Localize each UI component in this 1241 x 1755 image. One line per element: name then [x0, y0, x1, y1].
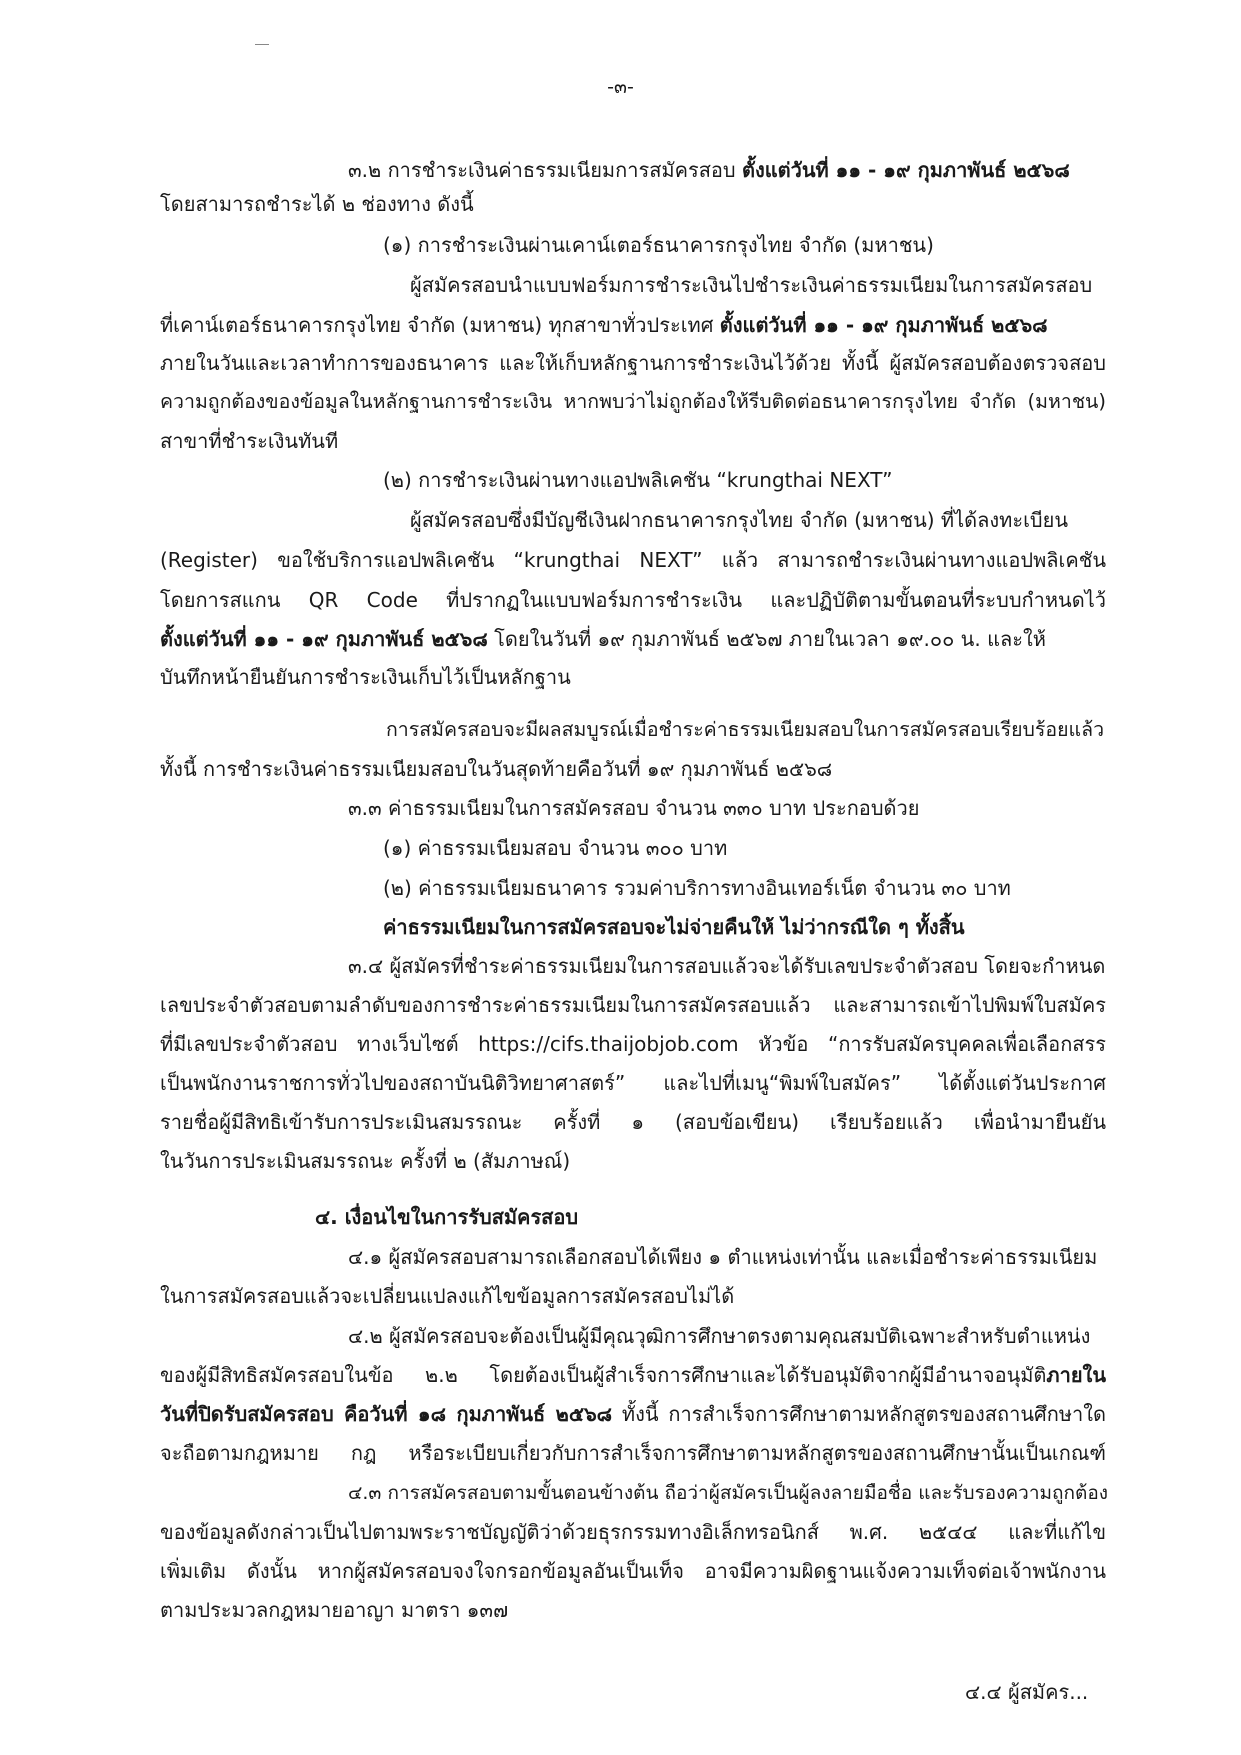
- section-3-2-line-2: โดยสามารถชำระได้ ๒ ช่องทาง ดังนี้: [160, 192, 474, 216]
- section-3-3-title: ๓.๓ ค่าธรรมเนียมในการสมัครสอบ จำนวน ๓๓๐ บาท ประกอบด้วย: [348, 796, 920, 820]
- section-4-2-line-3: [160, 1399, 1106, 1429]
- channel-1-line-3: ภายในวันและเวลาทำการของธนาคาร และให้เก็บหลักฐานการชำระเงินไว้ด้วย ทั้งนี้ ผู้สมัครสอบต้องตรวจสอบ: [160, 351, 1106, 375]
- section-4-title: ๔. เงื่อนไขในการรับสมัครสอบ: [315, 1205, 579, 1229]
- no-refund-notice: ค่าธรรมเนียมในการสมัครสอบจะไม่จ่ายคืนให้ ไม่ว่ากรณีใด ๆ ทั้งสิ้น: [383, 915, 965, 939]
- section-3-4-line-3: ที่มีเลขประจำตัวสอบ ทางเว็บไซต์ https://cifs.thaijobjob.com หัวข้อ “การรับสมัครบุคคลเพื่อเลือกสรร: [160, 1032, 1106, 1056]
- channel-2-line-3: โดยการสแกน QR Code ที่ปรากฏในแบบฟอร์มการชำระเงิน และปฏิบัติตามขั้นตอนที่ระบบกำหนดไว้: [160, 588, 1106, 612]
- channel-1-period-bold: ตั้งแต่วันที่ ๑๑ - ๑๙ กุมภาพันธ์ ๒๕๖๘: [719, 313, 1048, 337]
- section-4-3-line-1: ๔.๓ การสมัครสอบตามขั้นตอนข้างต้น ถือว่าผู้สมัครเป็นผู้ลงลายมือชื่อ และรับรองความถูกต้อง: [348, 1482, 1109, 1504]
- completion-line-2: ทั้งนี้ การชำระเงินค่าธรรมเนียมสอบในวันสุดท้ายคือวันที่ ๑๙ กุมภาพันธ์ ๒๕๖๘: [160, 757, 833, 781]
- channel-2-period-bold: ตั้งแต่วันที่ ๑๑ - ๑๙ กุมภาพันธ์ ๒๕๖๘: [160, 627, 488, 651]
- channel-1-text: ที่เคาน์เตอร์ธนาคารกรุงไทย จำกัด (มหาชน) ทุกสาขาทั่วประเทศ: [160, 313, 720, 337]
- section-3-4-line-5: รายชื่อผู้มีสิทธิเข้ารับการประเมินสมรรถนะ ครั้งที่ ๑ (สอบข้อเขียน) เรียบร้อยแล้ว เพื่อนำมายืนยัน: [160, 1110, 1106, 1134]
- scan-mark: [255, 44, 269, 45]
- section-3-4-line-6: ในวันการประเมินสมรรถนะ ครั้งที่ ๒ (สัมภาษณ์): [160, 1149, 571, 1173]
- section-4-2-text-2: ทั้งนี้ การสำเร็จการศึกษาตามหลักสูตรของสถานศึกษาใด: [612, 1402, 1106, 1426]
- channel-1-line-4: ความถูกต้องของข้อมูลในหลักฐานการชำระเงิน หากพบว่าไม่ถูกต้องให้รีบติดต่อธนาคารกรุงไทย จำกัด (มหาชน): [160, 390, 1106, 413]
- page-number: -๓-: [607, 76, 634, 98]
- section-4-1-line-1: ๔.๑ ผู้สมัครสอบสามารถเลือกสอบได้เพียง ๑ ตำแหน่งเท่านั้น และเมื่อชำระค่าธรรมเนียม: [348, 1245, 1098, 1269]
- completion-line-1: การสมัครสอบจะมีผลสมบูรณ์เมื่อชำระค่าธรรมเนียมสอบในการสมัครสอบเรียบร้อยแล้ว: [386, 718, 1105, 741]
- section-3-2-text: ๓.๒ การชำระเงินค่าธรรมเนียมการสมัครสอบ: [348, 158, 742, 182]
- section-4-2-text: ของผู้มีสิทธิสมัครสอบในข้อ ๒.๒ โดยต้องเป็นผู้สำเร็จการศึกษาและได้รับอนุมัติจากผู้มีอำนาจอนุมัติ: [160, 1363, 1047, 1387]
- section-3-2-line-1: [348, 155, 1070, 185]
- channel-1-line-5: สาขาที่ชำระเงินทันที: [160, 429, 339, 453]
- channel-1-line-1: ผู้สมัครสอบนำแบบฟอร์มการชำระเงินไปชำระเงินค่าธรรมเนียมในการสมัครสอบ: [410, 273, 1093, 297]
- channel-2-line-1: ผู้สมัครสอบซึ่งมีบัญชีเงินฝากธนาคารกรุงไทย จำกัด (มหาชน) ที่ได้ลงทะเบียน: [410, 508, 1069, 532]
- continuation-marker: ๔.๔ ผู้สมัคร...: [965, 1680, 1089, 1704]
- channel-2-text: โดยในวันที่ ๑๙ กุมภาพันธ์ ๒๕๖๗ ภายในเวลา ๑๙.๐๐ น. และให้: [487, 627, 1046, 651]
- channel-2-line-5: บันทึกหน้ายืนยันการชำระเงินเก็บไว้เป็นหลักฐาน: [160, 665, 571, 689]
- section-4-2-bold-within: ภายใน: [1046, 1363, 1106, 1387]
- fee-item-2: (๒) ค่าธรรมเนียมธนาคาร รวมค่าบริการทางอินเทอร์เน็ต จำนวน ๓๐ บาท: [383, 876, 1011, 900]
- payment-period-bold: ตั้งแต่วันที่ ๑๑ - ๑๙ กุมภาพันธ์ ๒๕๖๘: [741, 158, 1070, 182]
- section-4-2-line-1: ๔.๒ ผู้สมัครสอบจะต้องเป็นผู้มีคุณวุฒิการศึกษาตรงตามคุณสมบัติเฉพาะสำหรับตำแหน่ง: [348, 1324, 1091, 1348]
- section-4-3-line-4: ตามประมวลกฎหมายอาญา มาตรา ๑๓๗: [160, 1598, 509, 1622]
- section-4-2-line-2: [160, 1360, 1106, 1390]
- section-4-3-line-2: ของข้อมูลดังกล่าวเป็นไปตามพระราชบัญญัติว่าด้วยธุรกรรมทางอิเล็กทรอนิกส์ พ.ศ. ๒๕๔๔ และที่แก้ไข: [160, 1520, 1106, 1544]
- section-4-3-line-3: เพิ่มเติม ดังนั้น หากผู้สมัครสอบจงใจกรอกข้อมูลอันเป็นเท็จ อาจมีความผิดฐานแจ้งความเท็จต่อเจ้าพนักงาน: [160, 1559, 1106, 1583]
- channel-2-line-4: [160, 624, 1046, 654]
- section-3-4-line-2: เลขประจำตัวสอบตามลำดับของการชำระค่าธรรมเนียมในการสมัครสอบแล้ว และสามารถเข้าไปพิมพ์ใบสมัคร: [160, 993, 1106, 1017]
- section-3-4-line-4: เป็นพนักงานราชการทั่วไปของสถาบันนิติวิทยาศาสตร์” และไปที่เมนู“พิมพ์ใบสมัคร” ได้ตั้งแต่วันประกาศ: [160, 1071, 1106, 1095]
- fee-item-1: (๑) ค่าธรรมเนียมสอบ จำนวน ๓๐๐ บาท: [383, 836, 728, 860]
- section-4-2-line-4: จะถือตามกฎหมาย กฎ หรือระเบียบเกี่ยวกับการสำเร็จการศึกษาตามหลักสูตรของสถานศึกษานั้นเป็นเกณฑ์: [160, 1441, 1106, 1465]
- section-3-4-line-1: ๓.๔ ผู้สมัครที่ชำระค่าธรรมเนียมในการสอบแล้วจะได้รับเลขประจำตัวสอบ โดยจะกำหนด: [348, 954, 1106, 978]
- closing-date-bold: วันที่ปิดรับสมัครสอบ คือวันที่ ๑๘ กุมภาพันธ์ ๒๕๖๘: [160, 1402, 613, 1426]
- section-4-1-line-2: ในการสมัครสอบแล้วจะเปลี่ยนแปลงแก้ไขข้อมูลการสมัครสอบไม่ได้: [160, 1284, 735, 1308]
- channel-1-title: (๑) การชำระเงินผ่านเคาน์เตอร์ธนาคารกรุงไทย จำกัด (มหาชน): [383, 233, 934, 257]
- channel-2-line-2: (Register) ขอใช้บริการแอปพลิเคชัน “krungthai NEXT” แล้ว สามารถชำระเงินผ่านทางแอปพลิเคชัน: [160, 548, 1106, 572]
- channel-2-title: (๒) การชำระเงินผ่านทางแอปพลิเคชัน “krungthai NEXT”: [383, 468, 893, 492]
- channel-1-line-2: [160, 310, 1048, 340]
